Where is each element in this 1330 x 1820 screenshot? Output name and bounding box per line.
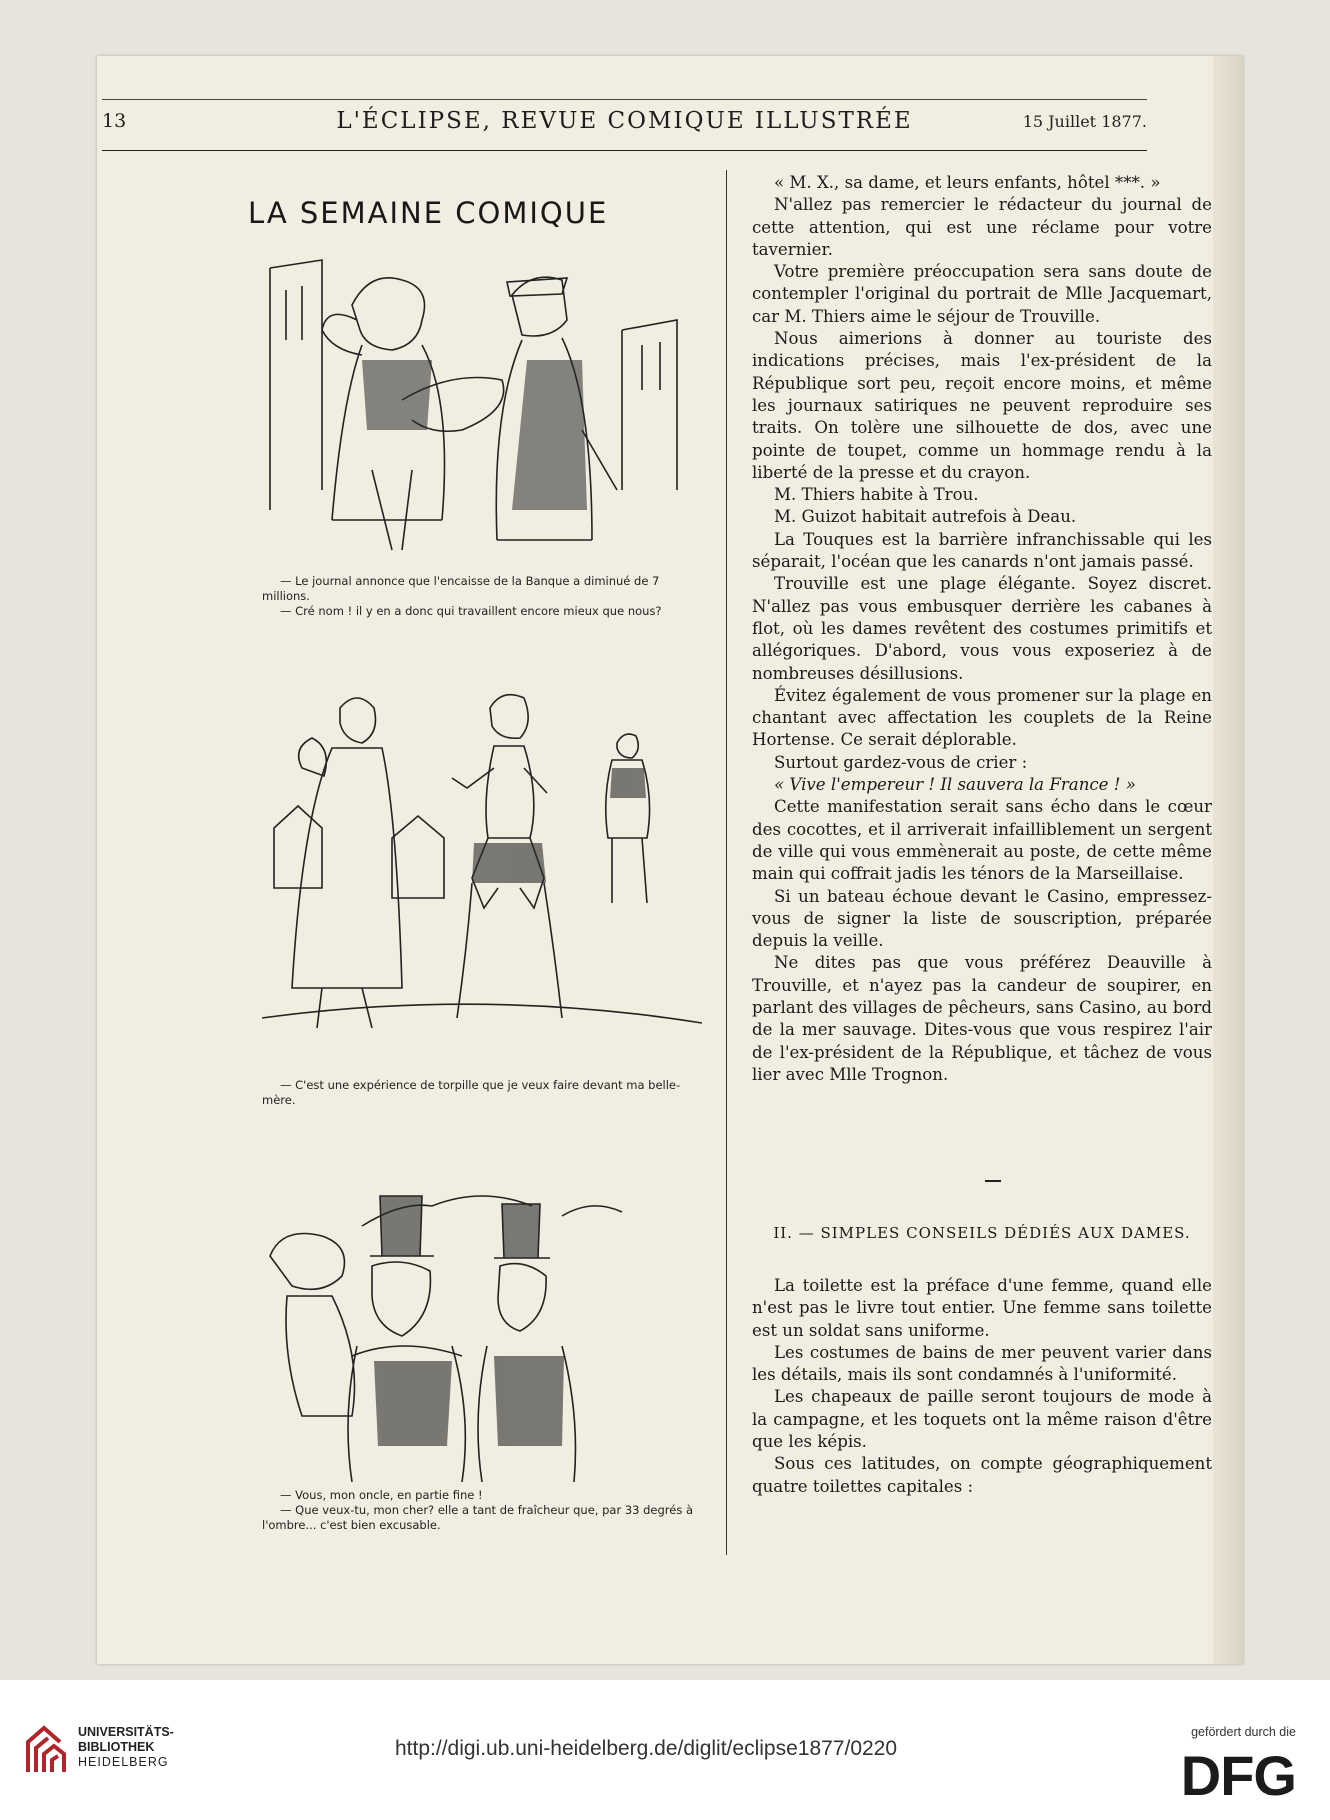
caption-line: — C'est une expérience de torpille que je veux faire devant ma belle-mère. xyxy=(262,1078,681,1107)
paragraph: Les costumes de bains de mer peuvent varier dans les détails, mais ils sont condamnés à l'uniformité. xyxy=(752,1342,1212,1385)
university-library-logo-icon xyxy=(18,1720,70,1778)
paragraph: La toilette est la préface d'une femme, quand elle n'est pas le livre tout entier. Une femme sans toilette est un soldat sans uniforme. xyxy=(752,1276,1212,1340)
caption-line: — Cré nom ! il y en a donc qui travaillent encore mieux que nous? xyxy=(280,604,662,618)
paragraph: Trouville est une plage élégante. Soyez discret. N'allez pas vous embusquer derrière les cabanes à flot, où les dames revêtent des costumes primitifs et allégoriques. D'abord, vous vous exposeriez à de nombreuses désillusions. xyxy=(752,574,1212,683)
article-text xyxy=(752,172,1212,1086)
issue-date: 15 Juillet 1877. xyxy=(1022,112,1147,131)
cartoon-bank-news-drawing xyxy=(262,250,690,562)
cartoon-beach-bathers xyxy=(262,688,702,1048)
dfg-logo: DFG xyxy=(1180,1744,1296,1807)
cartoon-beach-bathers-drawing xyxy=(262,688,702,1048)
running-head xyxy=(102,110,1147,151)
library-name-line: HEIDELBERG xyxy=(78,1755,169,1769)
section-separator xyxy=(985,1180,1001,1182)
paragraph: Les chapeaux de paille seront toujours de mode à la campagne, et les toquets ont la même raison d'être que les képis. xyxy=(752,1387,1212,1452)
cartoon-bank-news xyxy=(262,250,690,562)
paragraph: Nous aimerions à donner au touriste des indications précises, mais l'ex-président de la République sort peu, reçoit encore moins, et même les journaux satiriques ne peuvent reproduire ses traits. On tolère une silhouette de dos, avec une pointe de toupet, comme un hommage rendu à la liberté de la presse et du crayon. xyxy=(752,329,1212,482)
paragraph: Votre première préoccupation sera sans doute de contempler l'original du portrait de Mlle Jacquemart, car M. Thiers aime le séjour de Trouville. xyxy=(752,262,1212,326)
top-rule xyxy=(102,99,1147,100)
section-text xyxy=(752,1275,1212,1498)
page-spine xyxy=(1213,56,1243,1664)
library-name-line: UNIVERSITÄTS- xyxy=(78,1725,174,1739)
paragraph: Sous ces latitudes, on compte géographiquement quatre toilettes capitales : xyxy=(752,1454,1212,1496)
section-heading: II. — SIMPLES CONSEILS DÉDIÉS AUX DAMES. xyxy=(773,1224,1191,1242)
cartoon-uncle-party-drawing xyxy=(262,1186,694,1482)
section-title: LA SEMAINE COMIQUE xyxy=(248,196,609,230)
paragraph: Ne dites pas que vous préférez Deauville à Trouville, et n'ayez pas la candeur de soupirer, en parlant des villages de pêcheurs, sans Casino, au bord de la mer sauvage. Dites-vous que vous respirez l'air de l'ex-président de la République, et tâchez de vous lier avec Mlle Trognon. xyxy=(752,953,1212,1084)
paragraph: Surtout gardez-vous de crier : xyxy=(774,752,1028,772)
journal-title: L'ÉCLIPSE, REVUE COMIQUE ILLUSTRÉE xyxy=(336,108,913,134)
university-library-name xyxy=(78,1725,174,1770)
cartoon-bank-news-caption xyxy=(262,574,709,619)
paragraph: N'allez pas remercier le rédacteur du journal de cette attention, qui est une réclame pour votre tavernier. xyxy=(752,195,1212,259)
paragraph: Évitez également de vous promener sur la plage en chantant avec affectation les couplets de la Reine Hortense. Ce serait déplorable. xyxy=(752,685,1212,750)
paragraph: Cette manifestation serait sans écho dans le cœur des cocottes, et il arriverait infailliblement un sergent de ville qui vous emmènerait au poste, de cette même main qui coffrait jadis les ténors de la Marseillaise. xyxy=(752,797,1212,884)
caption-line: — Vous, mon oncle, en partie fine ! xyxy=(280,1488,483,1502)
cartoon-beach-bathers-caption xyxy=(262,1078,709,1108)
page-number: 13 xyxy=(102,110,127,132)
paragraph: M. Guizot habitait autrefois à Deau. xyxy=(774,507,1077,527)
paragraph: Si un bateau échoue devant le Casino, empressez-vous de signer la liste de souscription, préparée depuis la veille. xyxy=(752,886,1212,951)
column-divider xyxy=(726,170,727,1555)
paragraph: La Touques est la barrière infranchissable qui les séparait, l'océan que les canards n'ont jamais passé. xyxy=(752,529,1212,572)
caption-line: — Que veux-tu, mon cher? elle a tant de fraîcheur que, par 33 degrés à l'ombre... c'est bien excusable. xyxy=(262,1503,694,1532)
cartoon-uncle-party xyxy=(262,1186,694,1482)
viewer-footer xyxy=(0,1680,1330,1820)
paragraph: « M. X., sa dame, et leurs enfants, hôtel ***. » xyxy=(774,173,1161,192)
funder-label: gefördert durch die xyxy=(1191,1725,1296,1739)
caption-line: — Le journal annonce que l'encaisse de la Banque a diminué de 7 millions. xyxy=(262,574,660,603)
permalink-url[interactable]: http://digi.ub.uni-heidelberg.de/diglit/eclipse1877/0220 xyxy=(395,1737,898,1760)
paragraph-quote: « Vive l'empereur ! Il sauvera la France ! » xyxy=(774,775,1136,795)
paragraph: M. Thiers habite à Trou. xyxy=(774,485,979,505)
cartoon-uncle-party-caption xyxy=(262,1488,709,1533)
library-name-line: BIBLIOTHEK xyxy=(78,1740,155,1754)
